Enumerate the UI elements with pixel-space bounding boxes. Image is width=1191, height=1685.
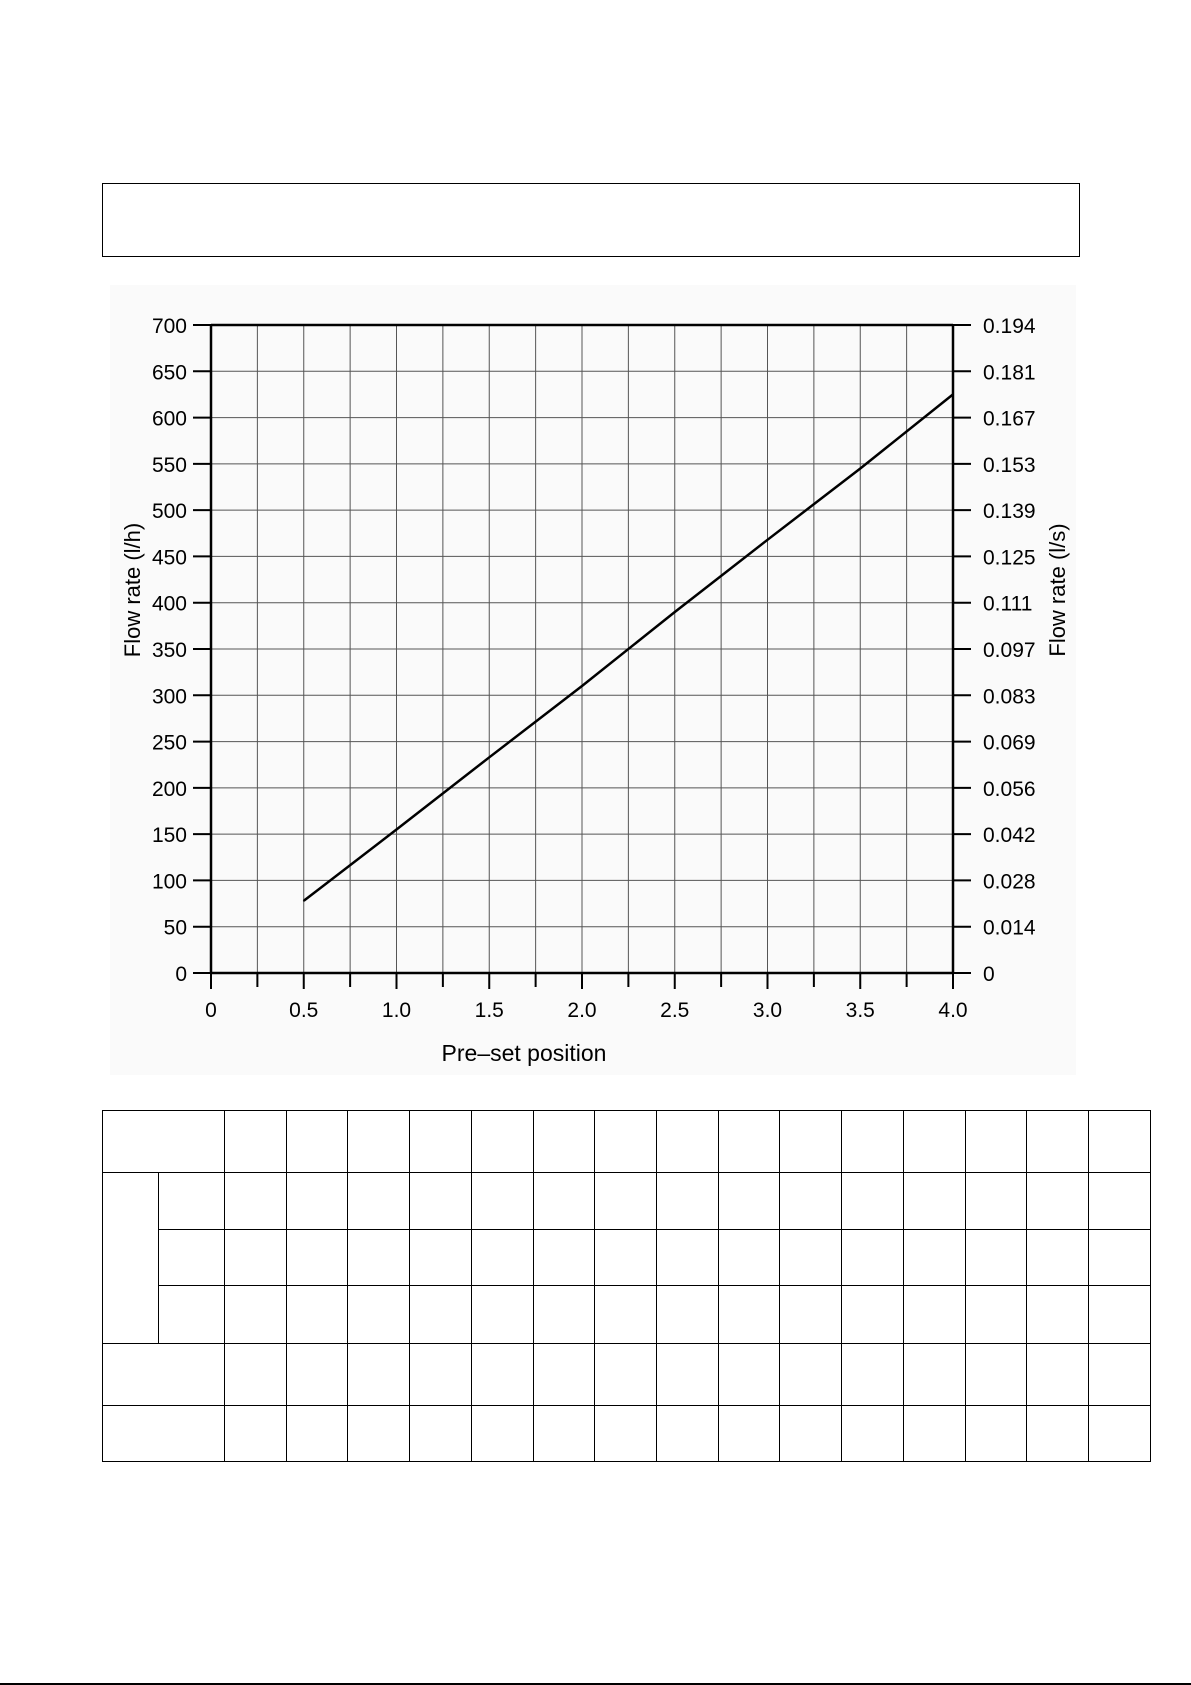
- table-cell: [1027, 1230, 1089, 1286]
- data-point: [952, 394, 954, 396]
- table-cell: [1089, 1173, 1151, 1230]
- y-tick-label: 250: [151, 731, 187, 755]
- y2-tick-label: 0.056: [983, 777, 1036, 801]
- table-cell: [410, 1111, 472, 1173]
- y2-tick-label: 0.069: [983, 731, 1036, 755]
- table-cell: [718, 1405, 780, 1461]
- table-cell: [533, 1343, 595, 1405]
- table-subheader-cell: [159, 1286, 225, 1343]
- x-tick-label: 0.5: [289, 999, 319, 1022]
- table-row: [103, 1286, 1151, 1343]
- table-cell: [965, 1173, 1027, 1230]
- table-cell: [286, 1173, 348, 1230]
- y-tick-label: 400: [151, 592, 187, 616]
- table-cell: [965, 1230, 1027, 1286]
- table-cell: [286, 1111, 348, 1173]
- table-cell: [1089, 1286, 1151, 1343]
- table-cell: [348, 1173, 410, 1230]
- table-cell: [348, 1230, 410, 1286]
- y-tick-label: 50: [163, 916, 187, 940]
- table-cell: [410, 1405, 472, 1461]
- table-cell: [1027, 1111, 1089, 1173]
- table-row-header-cell: [103, 1405, 225, 1461]
- table-cell: [718, 1286, 780, 1343]
- table-cell: [286, 1343, 348, 1405]
- y2-tick-label: 0.083: [983, 685, 1036, 709]
- table-cell: [595, 1111, 657, 1173]
- data-point: [488, 757, 490, 759]
- y-tick-label: 350: [151, 639, 187, 662]
- table-row: [103, 1405, 1151, 1461]
- table-cell: [471, 1405, 533, 1461]
- y2-tick-label: 0: [983, 963, 995, 986]
- table-cell: [471, 1111, 533, 1173]
- y2-tick-label: 0.097: [983, 639, 1036, 662]
- table-cell: [965, 1343, 1027, 1405]
- table-cell: [533, 1111, 595, 1173]
- table-cell: [903, 1173, 965, 1230]
- table-cell: [965, 1286, 1027, 1343]
- table-cell: [657, 1111, 719, 1173]
- y-tick-label: 450: [151, 546, 187, 570]
- table-cell: [595, 1230, 657, 1286]
- table-cell: [533, 1173, 595, 1230]
- table-cell: [348, 1405, 410, 1461]
- data-point: [767, 539, 769, 541]
- table-row: [103, 1343, 1151, 1405]
- y-axis-label: Flow rate (l/h): [120, 522, 145, 658]
- y-tick-label: 0: [175, 963, 187, 986]
- table-row: [103, 1173, 1151, 1230]
- data-point: [581, 685, 583, 687]
- x-tick-label: 1.5: [474, 999, 504, 1022]
- table-cell: [718, 1111, 780, 1173]
- table-cell: [595, 1343, 657, 1405]
- table-cell: [780, 1111, 842, 1173]
- table-row: [103, 1230, 1151, 1286]
- table-cell: [1027, 1343, 1089, 1405]
- table-cell: [842, 1230, 904, 1286]
- table-cell: [903, 1405, 965, 1461]
- table-subheader-cell: [159, 1173, 225, 1230]
- y2-tick-label: 0.111: [983, 592, 1033, 616]
- table-cell: [718, 1173, 780, 1230]
- table-cell: [842, 1405, 904, 1461]
- table-row-header-cell: [103, 1111, 225, 1173]
- table-cell: [225, 1173, 287, 1230]
- title-box: [102, 183, 1080, 257]
- table-cell: [780, 1230, 842, 1286]
- y2-tick-label: 0.028: [983, 870, 1036, 894]
- y-tick-label: 650: [151, 361, 187, 385]
- table-cell: [903, 1111, 965, 1173]
- table-cell: [1089, 1405, 1151, 1461]
- flow-rate-chart: [110, 285, 1076, 1075]
- table-cell: [595, 1405, 657, 1461]
- y2-tick-label: 0.167: [983, 407, 1036, 431]
- table-cell: [657, 1405, 719, 1461]
- table-subheader-cell: [159, 1230, 225, 1286]
- table-cell: [780, 1343, 842, 1405]
- table-cell: [842, 1343, 904, 1405]
- y-tick-label: 550: [151, 453, 187, 477]
- y-tick-label: 300: [151, 685, 187, 709]
- y2-tick-label: 0.153: [983, 453, 1036, 477]
- table-cell: [903, 1286, 965, 1343]
- table-cell: [718, 1230, 780, 1286]
- table-cell: [1089, 1230, 1151, 1286]
- table-cell: [286, 1286, 348, 1343]
- x-tick-label: 4.0: [938, 999, 968, 1022]
- data-table: [102, 1110, 1151, 1462]
- y-tick-label: 700: [151, 315, 187, 338]
- table-cell: [780, 1286, 842, 1343]
- y-tick-label: 150: [151, 824, 187, 848]
- table-cell: [225, 1405, 287, 1461]
- table-cell: [533, 1405, 595, 1461]
- table-cell: [471, 1173, 533, 1230]
- table-cell: [1027, 1405, 1089, 1461]
- data-point: [303, 900, 305, 902]
- x-tick-label: 3.0: [752, 999, 783, 1022]
- y2-tick-label: 0.194: [983, 315, 1036, 338]
- table-cell: [903, 1343, 965, 1405]
- table-cell: [657, 1343, 719, 1405]
- y2-axis-label: Flow rate (l/s): [1045, 523, 1070, 657]
- table-cell: [657, 1173, 719, 1230]
- table-cell: [410, 1230, 472, 1286]
- y2-tick-label: 0.042: [983, 824, 1036, 848]
- table-cell: [657, 1230, 719, 1286]
- table-cell: [780, 1405, 842, 1461]
- data-point: [674, 611, 676, 613]
- table-cell: [595, 1173, 657, 1230]
- table-cell: [225, 1343, 287, 1405]
- y-tick-label: 100: [151, 870, 187, 894]
- table-cell: [780, 1173, 842, 1230]
- x-tick-label: 3.5: [845, 999, 875, 1022]
- table-cell: [595, 1286, 657, 1343]
- y2-tick-label: 0.139: [983, 500, 1036, 524]
- table-cell: [842, 1286, 904, 1343]
- table-cell: [533, 1230, 595, 1286]
- table-cell: [1089, 1111, 1151, 1173]
- table-row: [103, 1111, 1151, 1173]
- table-cell: [410, 1343, 472, 1405]
- table-cell: [842, 1111, 904, 1173]
- table-cell: [225, 1230, 287, 1286]
- y-tick-label: 500: [151, 500, 187, 524]
- table-cell: [1027, 1173, 1089, 1230]
- y2-tick-label: 0.181: [983, 361, 1036, 385]
- table-cell: [718, 1343, 780, 1405]
- data-point: [859, 468, 861, 470]
- table-cell: [410, 1173, 472, 1230]
- table-cell: [903, 1230, 965, 1286]
- y2-tick-label: 0.125: [983, 546, 1036, 570]
- table-cell: [225, 1286, 287, 1343]
- table-group-header-cell: [103, 1173, 159, 1343]
- table-cell: [286, 1405, 348, 1461]
- x-tick-label: 2.5: [660, 999, 690, 1022]
- table-cell: [471, 1286, 533, 1343]
- x-axis-label: Pre–set position: [441, 1040, 607, 1066]
- y-tick-label: 600: [151, 407, 187, 431]
- table-cell: [657, 1286, 719, 1343]
- data-point: [396, 829, 398, 831]
- table-cell: [410, 1286, 472, 1343]
- chart-area: [110, 285, 1076, 1075]
- table-cell: [348, 1286, 410, 1343]
- table-cell: [471, 1343, 533, 1405]
- y-tick-label: 200: [151, 777, 187, 801]
- table-row-header-cell: [103, 1343, 225, 1405]
- x-tick-label: 1.0: [381, 999, 412, 1022]
- table-cell: [842, 1173, 904, 1230]
- x-tick-label: 2.0: [567, 999, 597, 1022]
- table-cell: [348, 1111, 410, 1173]
- table-cell: [965, 1405, 1027, 1461]
- table-cell: [348, 1343, 410, 1405]
- table-cell: [965, 1111, 1027, 1173]
- table-cell: [471, 1230, 533, 1286]
- x-tick-label: 0: [205, 999, 217, 1022]
- table-cell: [1089, 1343, 1151, 1405]
- table-cell: [225, 1111, 287, 1173]
- table-cell: [286, 1230, 348, 1286]
- table-cell: [533, 1286, 595, 1343]
- table-cell: [1027, 1286, 1089, 1343]
- y2-tick-label: 0.014: [983, 916, 1036, 940]
